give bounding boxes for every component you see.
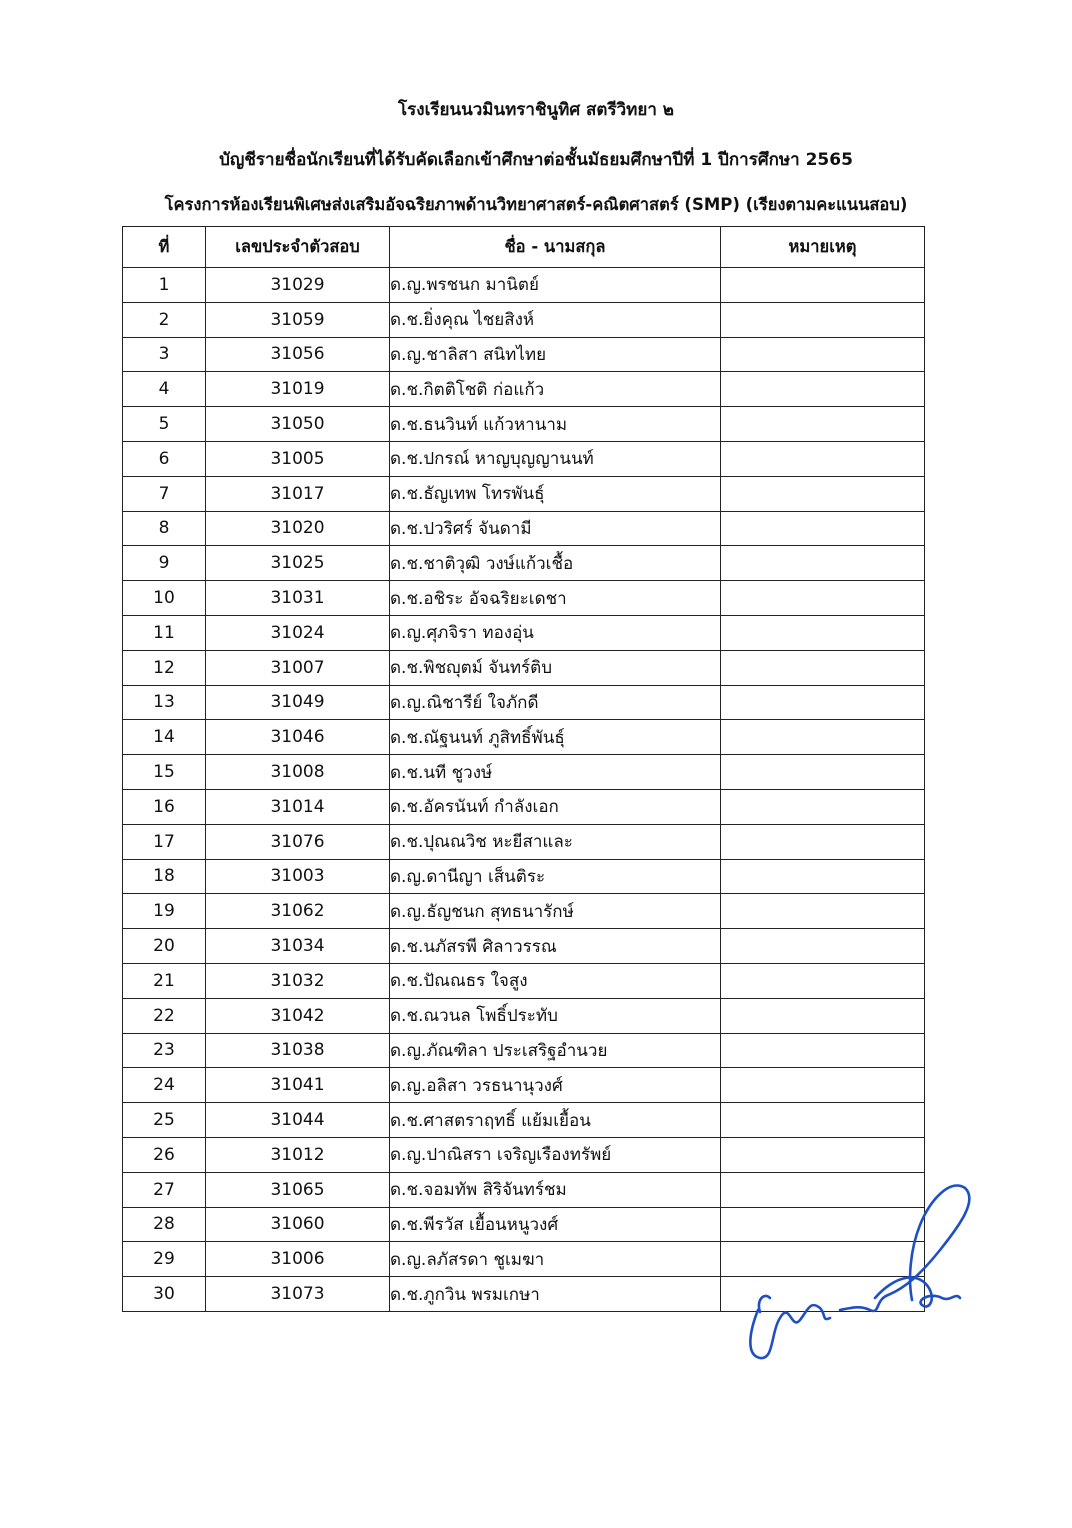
row-number: 15 [123,755,206,790]
student-name: ด.ญ.ชาลิสา สนิทไทย [390,337,721,372]
note [721,268,925,303]
note [721,859,925,894]
table-row [123,511,925,546]
row-number: 3 [123,337,206,372]
note [721,963,925,998]
exam-id: 31014 [206,789,390,824]
note [721,685,925,720]
exam-id: 31050 [206,407,390,442]
document-title: บัญชีรายชื่อนักเรียนที่ได้รับคัดเลือกเข้าศึกษาต่อชั้นมัธยมศึกษาปีที่ 1 ปีการศึกษา 2565 [219,150,853,170]
note [721,511,925,546]
row-number: 25 [123,1103,206,1138]
student-name: ด.ช.อชิระ อัจฉริยะเดชา [390,581,721,616]
exam-id: 31076 [206,824,390,859]
exam-id: 31020 [206,511,390,546]
note [721,1137,925,1172]
column-header-note: หมายเหตุ [721,227,925,268]
student-name: ด.ช.อัครนันท์ กำลังเอก [390,789,721,824]
note [721,720,925,755]
row-number: 9 [123,546,206,581]
exam-id: 31017 [206,476,390,511]
exam-id: 31041 [206,1068,390,1103]
table-row [123,476,925,511]
signature-stroke [875,1278,960,1307]
table-row [123,372,925,407]
exam-id: 31019 [206,372,390,407]
signature-stroke [840,1186,969,1311]
exam-id: 31044 [206,1103,390,1138]
row-number: 28 [123,1207,206,1242]
note [721,302,925,337]
exam-id: 31032 [206,963,390,998]
table-row [123,1068,925,1103]
student-table [122,226,925,1312]
table-row [123,581,925,616]
note [721,337,925,372]
student-name: ด.ญ.ณิชารีย์ ใจภักดี [390,685,721,720]
exam-id: 31008 [206,755,390,790]
row-number: 19 [123,894,206,929]
exam-id: 31003 [206,859,390,894]
exam-id: 31031 [206,581,390,616]
exam-id: 31049 [206,685,390,720]
student-name: ด.ช.ปุณณวิช หะยีสาและ [390,824,721,859]
note [721,1033,925,1068]
table-row [123,441,925,476]
program-title: โครงการห้องเรียนพิเศษส่งเสริมอัจฉริยภาพด้านวิทยาศาสตร์-คณิตศาสตร์ (SMP) (เรียงตามคะแนนสอบ) [164,195,908,214]
note [721,789,925,824]
note [721,441,925,476]
row-number: 12 [123,650,206,685]
exam-id: 31006 [206,1242,390,1277]
exam-id: 31059 [206,302,390,337]
table-row [123,268,925,303]
student-name: ด.ช.ปวริศร์ จันดามี [390,511,721,546]
column-header-name: ชื่อ - นามสกุล [390,227,721,268]
row-number: 2 [123,302,206,337]
student-name: ด.ช.ภูกวิน พรมเกษา [390,1277,721,1312]
exam-id: 31062 [206,894,390,929]
table-body [123,268,925,1312]
table-row [123,650,925,685]
student-name: ด.ช.ณวนล โพธิ์ประทับ [390,998,721,1033]
row-number: 18 [123,859,206,894]
exam-id: 31025 [206,546,390,581]
student-name: ด.ญ.พรชนก มานิตย์ [390,268,721,303]
row-number: 20 [123,929,206,964]
student-name: ด.ช.ชาติวุฒิ วงษ์แก้วเชื้อ [390,546,721,581]
signature-stroke [750,1305,830,1358]
table-row [123,1137,925,1172]
table-row [123,1033,925,1068]
student-name: ด.ญ.ภัณฑิลา ประเสริฐอำนวย [390,1033,721,1068]
student-name: ด.ช.ธนวินท์ แก้วหานาม [390,407,721,442]
table-row [123,685,925,720]
exam-id: 31029 [206,268,390,303]
student-name: ด.ช.ยิ่งคุณ ไชยสิงห์ [390,302,721,337]
table-row [123,859,925,894]
table-header-row [123,227,925,268]
note [721,407,925,442]
student-name: ด.ญ.ลภัสรดา ชูเมฆา [390,1242,721,1277]
exam-id: 31046 [206,720,390,755]
student-name: ด.ญ.ศุภจิรา ทองอุ่น [390,615,721,650]
table-row [123,1103,925,1138]
table-row [123,546,925,581]
exam-id: 31005 [206,441,390,476]
row-number: 21 [123,963,206,998]
signature [730,1180,990,1380]
table-row [123,720,925,755]
row-number: 8 [123,511,206,546]
row-number: 16 [123,789,206,824]
exam-id: 31024 [206,615,390,650]
exam-id: 31007 [206,650,390,685]
table-row [123,894,925,929]
row-number: 4 [123,372,206,407]
row-number: 17 [123,824,206,859]
note [721,372,925,407]
table-row [123,929,925,964]
note [721,998,925,1033]
row-number: 11 [123,615,206,650]
exam-id: 31042 [206,998,390,1033]
student-name: ด.ญ.ดานีญา เส็นติระ [390,859,721,894]
row-number: 1 [123,268,206,303]
table-row [123,824,925,859]
row-number: 22 [123,998,206,1033]
row-number: 29 [123,1242,206,1277]
exam-id: 31060 [206,1207,390,1242]
note [721,546,925,581]
table-row [123,963,925,998]
exam-id: 31065 [206,1172,390,1207]
table-row [123,998,925,1033]
student-name: ด.ช.ธัญเทพ โทรพันธุ์ [390,476,721,511]
school-name: โรงเรียนนวมินทราชินูทิศ สตรีวิทยา ๒ [398,100,674,120]
student-name: ด.ญ.ธัญชนก สุทธนารักษ์ [390,894,721,929]
row-number: 30 [123,1277,206,1312]
student-name: ด.ช.จอมทัพ สิริจันทร์ชม [390,1172,721,1207]
row-number: 27 [123,1172,206,1207]
student-name: ด.ญ.อลิสา วรธนานุวงศ์ [390,1068,721,1103]
table-row [123,407,925,442]
student-name: ด.ช.ปัณณธร ใจสูง [390,963,721,998]
note [721,1103,925,1138]
row-number: 13 [123,685,206,720]
student-name: ด.ญ.ปาณิสรา เจริญเรืองทรัพย์ [390,1137,721,1172]
exam-id: 31038 [206,1033,390,1068]
exam-id: 31034 [206,929,390,964]
row-number: 24 [123,1068,206,1103]
student-name: ด.ช.พิชญุตม์ จันทร์ติบ [390,650,721,685]
student-name: ด.ช.พีรวัส เยื้อนหนูวงศ์ [390,1207,721,1242]
row-number: 7 [123,476,206,511]
column-header-exam-id: เลขประจำตัวสอบ [206,227,390,268]
exam-id: 31056 [206,337,390,372]
note [721,894,925,929]
note [721,476,925,511]
row-number: 23 [123,1033,206,1068]
table-row [123,755,925,790]
table-row [123,615,925,650]
table-row [123,302,925,337]
student-name: ด.ช.ปกรณ์ หาญบุญญานนท์ [390,441,721,476]
student-name: ด.ช.นภัสรพี ศิลาวรรณ [390,929,721,964]
student-name: ด.ช.กิตติโชติ ก่อแก้ว [390,372,721,407]
column-header-no: ที่ [123,227,206,268]
student-name: ด.ช.นที ชูวงษ์ [390,755,721,790]
row-number: 5 [123,407,206,442]
student-name: ด.ช.ณัฐนนท์ ภูสิทธิ์พันธุ์ [390,720,721,755]
note [721,929,925,964]
exam-id: 31073 [206,1277,390,1312]
row-number: 26 [123,1137,206,1172]
exam-id: 31012 [206,1137,390,1172]
row-number: 14 [123,720,206,755]
row-number: 6 [123,441,206,476]
note [721,755,925,790]
row-number: 10 [123,581,206,616]
table-row [123,789,925,824]
note [721,581,925,616]
note [721,824,925,859]
note [721,615,925,650]
student-name: ด.ช.ศาสตราฤทธิ์ แย้มเยื้อน [390,1103,721,1138]
note [721,650,925,685]
table-row [123,337,925,372]
note [721,1068,925,1103]
signature-stroke [759,1296,770,1312]
